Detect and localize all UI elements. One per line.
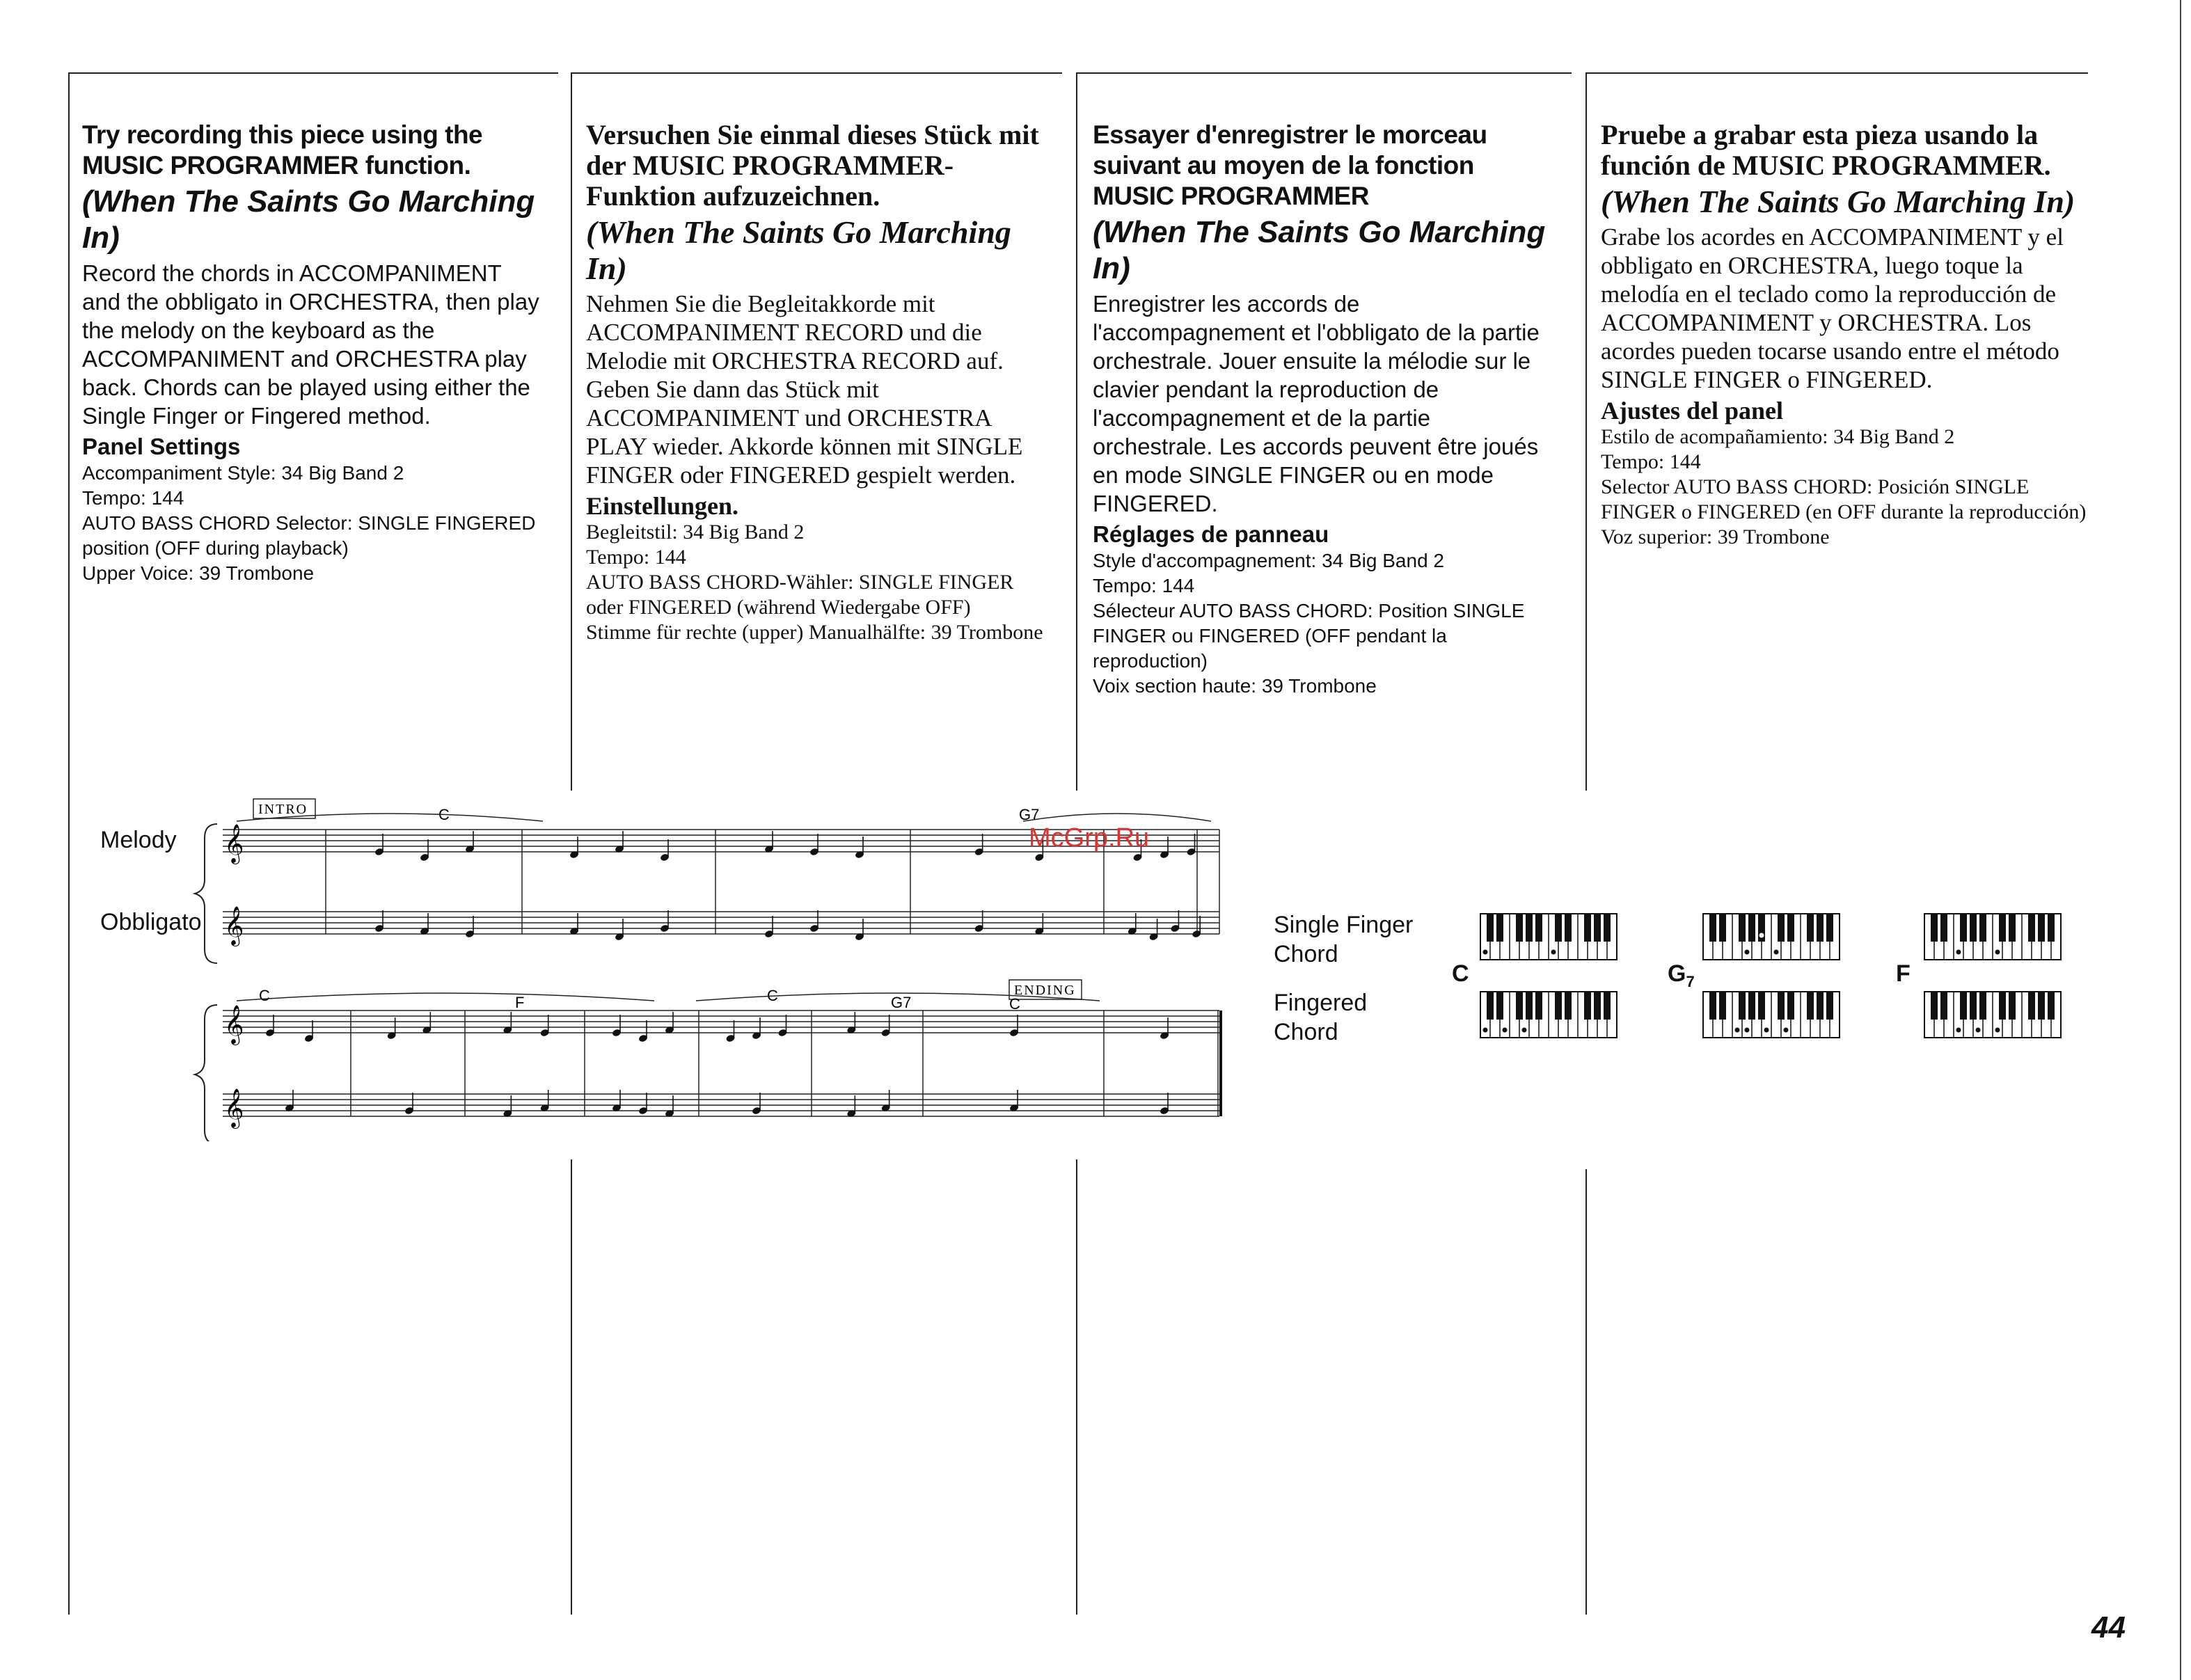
treble-clef-icon: 𝄞 [224, 906, 244, 945]
system-brace [195, 824, 217, 963]
key-dot [1503, 1028, 1508, 1033]
keyboard-diagram-f-single [1924, 913, 2064, 962]
chord-symbol: C [767, 987, 778, 1004]
slur [237, 993, 654, 1001]
column-french [1093, 120, 1552, 699]
column-heading: Pruebe a grabar esta pieza usando la función de MUSIC PROGRAMMER. [1601, 119, 2051, 181]
key-dot [1976, 1028, 1981, 1033]
keyboard-diagram-c-fingered [1480, 991, 1620, 1040]
column-heading: Try recording this piece using the MUSIC PROGRAMMER function. [82, 120, 483, 180]
chord-symbol: C [1009, 995, 1020, 1013]
black-key [1931, 914, 1938, 942]
black-key [1960, 914, 1967, 942]
black-key [1584, 992, 1591, 1020]
key-dot [1483, 1028, 1488, 1033]
black-key [1709, 992, 1716, 1020]
chord-name-c: C [1452, 960, 1469, 987]
black-key [1584, 914, 1591, 942]
settings-item: Tempo: 144 [1093, 575, 1195, 596]
key-dot [1522, 1028, 1527, 1033]
black-key [2048, 992, 2055, 1020]
key-dot [1956, 1028, 1961, 1033]
black-key [1960, 992, 1967, 1020]
black-key [1807, 992, 1814, 1020]
black-key [2048, 914, 2055, 942]
column-heading: Versuchen Sie einmal dieses Stück mit der MUSIC PROGRAMMER-Funktion aufzuzeichnen. [586, 119, 1039, 212]
black-key [1496, 992, 1503, 1020]
settings-item: Selector AUTO BASS CHORD: Posición SINGLE FINGER o FINGERED (en OFF durante la reproducción) [1601, 475, 2087, 523]
treble-clef-icon: 𝄞 [224, 1088, 244, 1127]
black-key [1516, 914, 1523, 942]
column-english [82, 120, 541, 586]
intro-mark: INTRO [258, 802, 308, 817]
watermark: McGrp.Ru [1029, 823, 1150, 853]
keyboard-diagram-g7-single [1702, 913, 1843, 962]
settings-item: AUTO BASS CHORD-Wähler: SINGLE FINGER oder FINGERED (während Wiedergabe OFF) [586, 571, 1019, 619]
melody-label: Melody [100, 827, 177, 853]
settings-item: Sélecteur AUTO BASS CHORD: Position SINGLE FINGER ou FINGERED (OFF pendant la reproduction) [1093, 600, 1530, 672]
chord-symbol: C [438, 806, 450, 823]
key-dot [1745, 950, 1750, 955]
black-key [1535, 914, 1542, 942]
black-key [1778, 992, 1785, 1020]
black-key [2038, 914, 2045, 942]
settings-title: Réglages de panneau [1093, 521, 1329, 547]
black-key [1555, 992, 1562, 1020]
black-key [1487, 914, 1494, 942]
key-dot [1764, 1028, 1769, 1033]
black-key [1817, 992, 1824, 1020]
black-key [1748, 992, 1755, 1020]
settings-item: Begleitstil: 34 Big Band 2 [586, 521, 805, 544]
black-key [1496, 914, 1503, 942]
black-key [1565, 914, 1572, 942]
settings-list [586, 520, 1045, 645]
black-key [1999, 914, 2006, 942]
treble-clef-icon: 𝄞 [224, 1005, 244, 1044]
black-key [1604, 914, 1611, 942]
chord-symbol: C [259, 987, 270, 1004]
key-dot [1774, 950, 1779, 955]
system-brace [195, 1005, 217, 1141]
settings-item: Stimme für rechte (upper) Manualhälfte: 39 Trombone [586, 621, 1043, 644]
obbligato-label: Obbligato [100, 909, 202, 935]
black-key [1748, 914, 1755, 942]
settings-item: Upper Voice: 39 Trombone [82, 562, 315, 584]
black-key [1758, 992, 1765, 1020]
chord-symbol: G7 [1019, 806, 1040, 823]
black-key [1594, 914, 1601, 942]
black-key [1555, 914, 1562, 942]
black-key [1979, 914, 1986, 942]
single-finger-label: Single Finger Chord [1274, 912, 1414, 967]
chord-name-f: F [1896, 960, 1911, 987]
black-key [1739, 914, 1746, 942]
black-key [1826, 992, 1833, 1020]
black-key [1594, 992, 1601, 1020]
black-key [1940, 992, 1947, 1020]
keyboard-diagram-c-single [1480, 913, 1620, 962]
key-dot [1784, 1028, 1789, 1033]
settings-item: Style d'accompagnement: 34 Big Band 2 [1093, 550, 1444, 571]
settings-item: Tempo: 144 [82, 487, 184, 509]
black-key [1604, 992, 1611, 1020]
black-key [1940, 914, 1947, 942]
black-key [1826, 914, 1833, 942]
slur [1023, 814, 1211, 821]
settings-title: Einstellungen. [586, 492, 739, 520]
black-key [1526, 992, 1533, 1020]
settings-item: Accompaniment Style: 34 Big Band 2 [82, 462, 404, 484]
settings-item: Tempo: 144 [1601, 450, 1701, 473]
settings-title: Panel Settings [82, 434, 241, 459]
key-dot [1483, 950, 1488, 955]
column-german [586, 120, 1045, 645]
keyboard-diagram-f-fingered [1924, 991, 2064, 1040]
key-dot [1995, 1028, 2000, 1033]
black-key [1709, 914, 1716, 942]
black-key [1526, 914, 1533, 942]
column-body: Grabe los acordes en ACCOMPANIMENT y el obbligato en ORCHESTRA, luego toque la melodía en el teclado como la reproducción de ACCOMPANIMENT y ORCHESTRA. Los acordes pueden tocarse usando entre el método SINGLE FINGER o FINGERED. [1601, 223, 2064, 393]
chord-symbol: F [515, 994, 525, 1011]
black-key [1487, 992, 1494, 1020]
settings-item: Tempo: 144 [586, 546, 686, 569]
key-dot [1759, 933, 1764, 938]
key-dot [1956, 950, 1961, 955]
black-key [1719, 992, 1726, 1020]
black-key [1970, 992, 1977, 1020]
fingered-label: Fingered Chord [1274, 990, 1368, 1045]
key-dot [1995, 950, 2000, 955]
song-title: (When The Saints Go Marching In) [82, 184, 535, 255]
column-heading: Essayer d'enregistrer le morceau suivant au moyen de la fonction MUSIC PROGRAMMER [1093, 120, 1487, 210]
settings-list [1093, 548, 1552, 699]
column-body: Record the chords in ACCOMPANIMENT and the obbligato in ORCHESTRA, then play the melody on the keyboard as the ACCOMPANIMENT and ORCHESTRA play back. Chords can be played using either the Single Finger or Fingered method. [82, 260, 539, 429]
settings-title: Ajustes del panel [1601, 397, 1784, 425]
column-body: Enregistrer les accords de l'accompagnement et l'obbligato de la partie orchestrale. Jouer ensuite la mélodie sur le clavier pendant la reproduction de l'accompagnement et de la partie orchestrale. Les accords peuvent être joués en mode SINGLE FINGER ou en mode FINGERED. [1093, 291, 1540, 516]
treble-clef-icon: 𝄞 [224, 824, 244, 863]
keyboard-diagram-g7-fingered [1702, 991, 1843, 1040]
black-key [2028, 992, 2035, 1020]
song-title: (When The Saints Go Marching In) [1601, 184, 2075, 219]
black-key [1787, 914, 1794, 942]
black-key [1979, 992, 1986, 1020]
settings-item: Voix section haute: 39 Trombone [1093, 675, 1377, 697]
song-title: (When The Saints Go Marching In) [1093, 215, 1546, 285]
black-key [1535, 992, 1542, 1020]
ending-mark: ENDING [1014, 983, 1076, 998]
black-key [2038, 992, 2045, 1020]
black-key [2009, 992, 2016, 1020]
column-body: Nehmen Sie die Begleitakkorde mit ACCOMPANIMENT RECORD und die Melodie mit ORCHESTRA RECORD auf. Geben Sie dann das Stück mit ACCOMPANIMENT und ORCHESTRA PLAY wieder. Akkorde können mit SINGLE FINGER oder FINGERED gespielt werden. [586, 290, 1023, 489]
settings-item: Voz superior: 39 Trombone [1601, 525, 1830, 548]
black-key [1999, 992, 2006, 1020]
black-key [1719, 914, 1726, 942]
black-key [2009, 914, 2016, 942]
chord-name-g7: $G_7$ [1668, 960, 1695, 990]
black-key [1565, 992, 1572, 1020]
black-key [1787, 992, 1794, 1020]
black-key [1931, 992, 1938, 1020]
settings-list [1601, 425, 2088, 550]
black-key [1739, 992, 1746, 1020]
settings-list [82, 461, 541, 586]
settings-item: AUTO BASS CHORD Selector: SINGLE FINGERED position (OFF during playback) [82, 512, 541, 559]
black-key [1970, 914, 1977, 942]
black-key [1817, 914, 1824, 942]
key-dot [1735, 1028, 1740, 1033]
chord-symbol: G7 [891, 994, 912, 1011]
black-key [1516, 992, 1523, 1020]
key-dot [1745, 1028, 1750, 1033]
column-spanish [1601, 120, 2088, 550]
black-key [1778, 914, 1785, 942]
settings-item: Estilo de acompañamiento: 34 Big Band 2 [1601, 425, 1955, 448]
song-title: (When The Saints Go Marching In) [586, 214, 1011, 286]
key-dot [1551, 950, 1556, 955]
page-number: 44 [2091, 1610, 2126, 1645]
black-key [1807, 914, 1814, 942]
black-key [2028, 914, 2035, 942]
